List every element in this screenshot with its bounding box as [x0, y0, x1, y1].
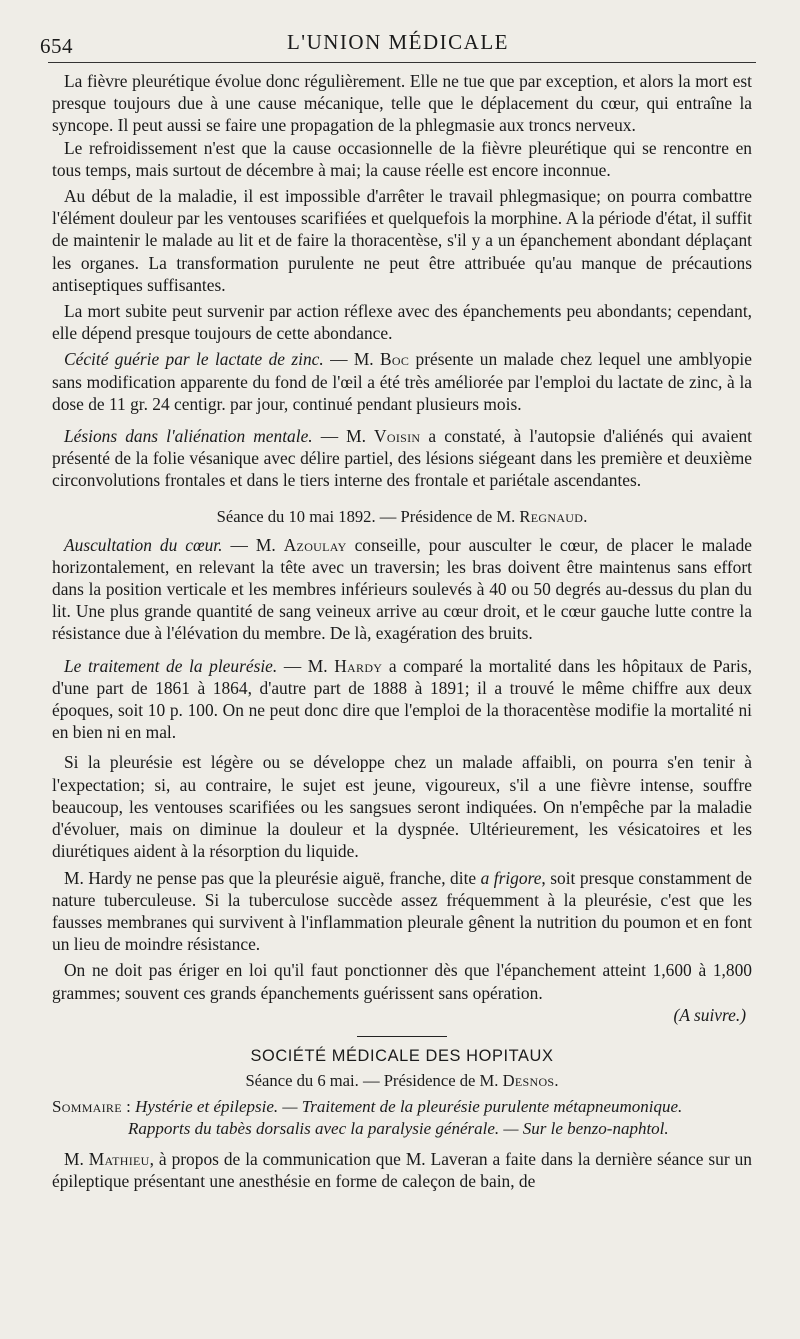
dash: — M.: [312, 426, 375, 447]
society-title: SOCIÉTÉ MÉDICALE DES HOPITAUX: [250, 1046, 554, 1065]
paragraph-puncture-rule: On ne doit pas ériger en loi qu'il faut ponctionner dès que l'épanchement atteint 1,600 à 1,800 grammes; souvent ces grands épanchements guérissent sans opération.: [52, 960, 752, 1003]
summary-line-1: [52, 1096, 752, 1118]
session-heading-6-mai: [52, 1070, 752, 1092]
paragraph-text: M. Hardy ne pense pas que la pleurésie aiguë, franche, dite: [64, 867, 481, 888]
session-end: .: [554, 1070, 559, 1090]
to-be-continued: (A suivre.): [673, 1004, 746, 1025]
paragraph-mathieu: [52, 1148, 752, 1192]
session-text: Séance du 10 mai 1892. — Présidence de M.: [216, 506, 520, 526]
summary-label: Sommaire: [52, 1096, 122, 1116]
paragraph-treatment-onset: Au début de la maladie, il est impossible d'arrêter le travail phlegmasique; on pourra combattre l'élément douleur par les ventouses scarifiées et quelquefois la morphine. A la période d'état, il suffit de maintenir le malade au lit et de faire la thoracentèse, s'il y a un épanchement abondant déplaçant les organes. La transformation purulente ne peut être attribuée qu'au manque de précautions antiseptiques suffisantes.: [52, 186, 752, 295]
section-title-lesions: Lésions dans l'aliénation mentale.: [64, 426, 313, 447]
session-end: .: [583, 506, 588, 526]
paragraph-text: , soit presque constamment de nature tuberculeuse. Si la tuberculose succède assez fréquemment à la pleurésie, c'est que les fausses membranes qui survivent à l'inflammation pleurale gênent la nutrition du poumon et en font un lieu de moindre résistance.: [52, 867, 752, 955]
paragraph-mental-alienation: [52, 425, 752, 492]
paragraph-cooling-cause: Le refroidissement n'est que la cause occasionnelle de la fièvre pleurétique qui se rencontre en tous temps, mais surtout de décembre à mai; la cause réelle est encore inconnue.: [52, 137, 752, 180]
article-body: [52, 70, 752, 1192]
running-title: L'UNION MÉDICALE: [286, 30, 509, 54]
paragraph-pleurisy-treatment: [52, 655, 752, 744]
section-title-blindness: Cécité guérie par le lactate de zinc.: [64, 349, 324, 370]
section-title-auscultation: Auscultation du cœur.: [64, 534, 223, 555]
page-header: [40, 26, 756, 60]
dash: — M.: [323, 349, 380, 370]
paragraph-hardy-opinion: [52, 867, 752, 956]
session-president: Desnos: [502, 1070, 555, 1090]
summary-topics-1: Hystérie et épilepsie. — Traitement de la pleurésie purulente métapneumonique.: [135, 1096, 683, 1116]
paragraph-blindness-zinc: [52, 348, 752, 415]
page-number: 654: [40, 34, 73, 58]
paragraph-text: a comparé la mortalité dans les hôpitaux de Paris, d'une part de 1861 à 1864, d'autre part de 1888 à 1891; il a trouvé le même chiffre aux deux époques, soit 10 p. 100. On ne peut donc dire que l'emploi de la thoracentèse modifie la mortalité ni en bien ni en mal.: [52, 655, 752, 743]
summary-colon: :: [121, 1096, 136, 1116]
paragraph-sudden-death: La mort subite peut survenir par action réflexe avec des épanchements peu abondants; cependant, elle dépend presque toujours de cette abondance.: [52, 301, 752, 344]
session-text: Séance du 6 mai. — Présidence de M.: [245, 1070, 503, 1090]
header-rule: [48, 62, 756, 63]
paragraph-pleuretic-fever: La fièvre pleurétique évolue donc régulièrement. Elle ne tue que par exception, et alors la mort est presque toujours due à une cause mécanique, telle que le déplacement du cœur, qui entraîne la syncope. Il peut aussi se faire une propagation de la phlegmasie aux troncs nerveux.: [52, 71, 752, 136]
paragraph-prefix: M.: [64, 1148, 89, 1169]
summary-line-2: Rapports du tabès dorsalis avec la paralysie générale. — Sur le benzo-naphtol.: [128, 1118, 669, 1138]
author-name: Boc: [379, 349, 410, 370]
author-name: Azoulay: [283, 534, 347, 555]
session-president: Regnaud: [519, 506, 584, 526]
author-name: Mathieu: [88, 1148, 150, 1169]
section-title-pleurisy: Le traitement de la pleurésie.: [64, 655, 278, 676]
author-name: Hardy: [334, 655, 383, 676]
paragraph-text: , à propos de la communication que M. Laveran a faite dans la dernière séance sur un épileptique présentant une anesthésie en forme de caleçon de bain, de: [52, 1148, 752, 1191]
session-heading-10-mai: [52, 506, 752, 528]
author-name: Voisin: [374, 426, 421, 447]
paragraph-light-pleurisy: Si la pleurésie est légère ou se développe chez un malade affaibli, on pourra s'en tenir à l'expectation; si, au contraire, le sujet est jeune, vigoureux, s'il a une fièvre intense, souffre beaucoup, les ventouses scarifiées ou les sangsues seront indiquées. On n'empêche par la maladie d'évoluer, mais on diminue la douleur et la dyspnée. Ultérieurement, les vésicatoires et les diurétiques aident à la résorption du liquide.: [52, 752, 752, 862]
dash: — M.: [222, 534, 284, 555]
section-separator: [357, 1036, 447, 1037]
paragraph-text: présente un malade chez lequel une amblyopie sans modification apparente du fond de l'œil a été très améliorée par l'emploi du lactate de zinc, à la dose de 11 gr. 24 centigr. par jour, continué pendant plusieurs mois.: [52, 349, 752, 414]
paragraph-text: conseille, pour ausculter le cœur, de placer le malade horizontalement, en relevant la tête avec un traversin; les bras doivent être maintenus sans effort dans la position verticale et les membres inférieurs soulevés à 40 ou 50 degrés au-dessus du plan du lit. Une plus grande quantité de sang veineux arrive au cœur droit, et le cœur gauche lutte contre la résistance due à l'élévation du membre. De là, exagération des bruits.: [52, 534, 752, 644]
dash: — M.: [277, 655, 335, 676]
paragraph-text: a constaté, à l'autopsie d'aliénés qui avaient présenté de la folie vésanique avec délire partiel, des lésions siégeant dans les première et deuxième circonvolutions frontales et dans le tiers interne des frontale et pariétale ascendantes.: [52, 426, 752, 491]
paragraph-heart-auscultation: [52, 534, 752, 645]
latin-term: a frigore: [480, 867, 542, 888]
